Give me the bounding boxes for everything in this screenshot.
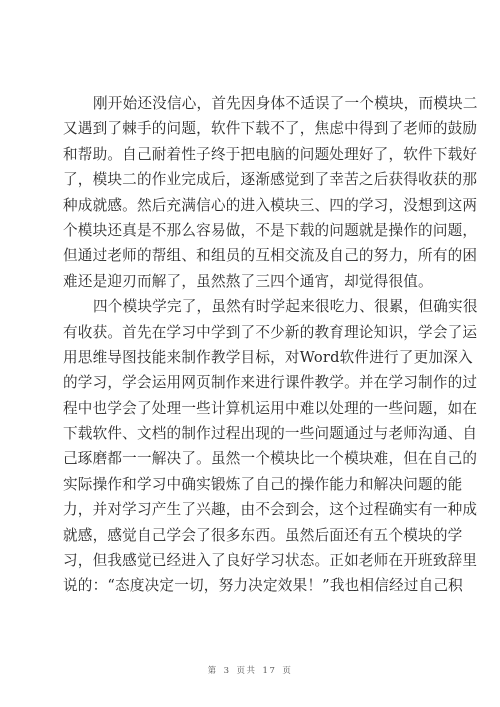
text-line: 实际操作和学习中确实锻炼了自己的操作能力和解决问题的能 — [63, 475, 463, 493]
text-line: 了，模块二的作业完成后，逐渐感觉到了幸苦之后获得收获的那 — [63, 171, 478, 189]
text-line: 但通过老师的帮组、和组员的互相交流及自己的努力，所有的困 — [63, 247, 478, 265]
text-line: 个模块还真是不那么容易做，不是下载的问题就是操作的问题， — [63, 221, 478, 239]
footer-suffix: 页 — [282, 666, 293, 676]
text-line: 刚开始还没信心，首先因身体不适误了一个模块，而模块二 — [93, 95, 478, 112]
footer-page-number: 3 — [223, 666, 231, 676]
text-line: 程中也学会了处理一些计算机运用中难以处理的一些问题，如在 — [63, 399, 478, 417]
text-line: 己琢磨都一一解决了。虽然一个模块比一个模块难，但在自己的 — [63, 450, 478, 468]
text-line: 种成就感。然后充满信心的进入模块三、四的学习，没想到这两 — [63, 196, 478, 214]
text-line: 就感，感觉自己学会了很多东西。虽然后面还有五个模块的学 — [63, 526, 463, 544]
body-text — [63, 91, 478, 599]
text-line: 又遇到了棘手的问题，软件下载不了，焦虑中得到了老师的鼓励 — [63, 120, 478, 138]
text-line: 力，并对学习产生了兴趣，由不会到会，这个过程确实有一种成 — [63, 501, 478, 519]
text-line: 四个模块学完了，虽然有时学起来很吃力、很累，但确实很 — [93, 298, 478, 316]
text-line: 习，但我感觉已经进入了良好学习状态。正如老师在开班致辞里 — [63, 552, 478, 570]
text-line: 用思维导图技能来制作教学目标，对Word软件进行了更加深入 — [63, 348, 473, 366]
text-line: 有收获。首先在学习中学到了不少新的教育理论知识，学会了运 — [63, 323, 478, 341]
footer-total-pages: 17 — [262, 666, 277, 676]
footer-middle: 页共 — [236, 666, 257, 676]
text-line: 的学习，学会运用网页制作来进行课件教学。并在学习制作的过 — [63, 374, 478, 392]
paragraph-1 — [63, 91, 478, 294]
paragraph-2 — [63, 294, 478, 599]
page-footer — [0, 664, 500, 676]
text-line: 下载软件、文档的制作过程出现的一些问题通过与老师沟通、自 — [63, 425, 478, 443]
footer-prefix: 第 — [207, 666, 218, 676]
text-line: 说的：“态度决定一切，努力决定效果！”我也相信经过自己积 — [63, 577, 463, 595]
text-line: 和帮助。自己耐着性子终于把电脑的问题处理好了，软件下载好 — [63, 145, 478, 163]
text-line: 难还是迎刃而解了，虽然熬了三四个通宵，却觉得很值。 — [63, 272, 433, 290]
